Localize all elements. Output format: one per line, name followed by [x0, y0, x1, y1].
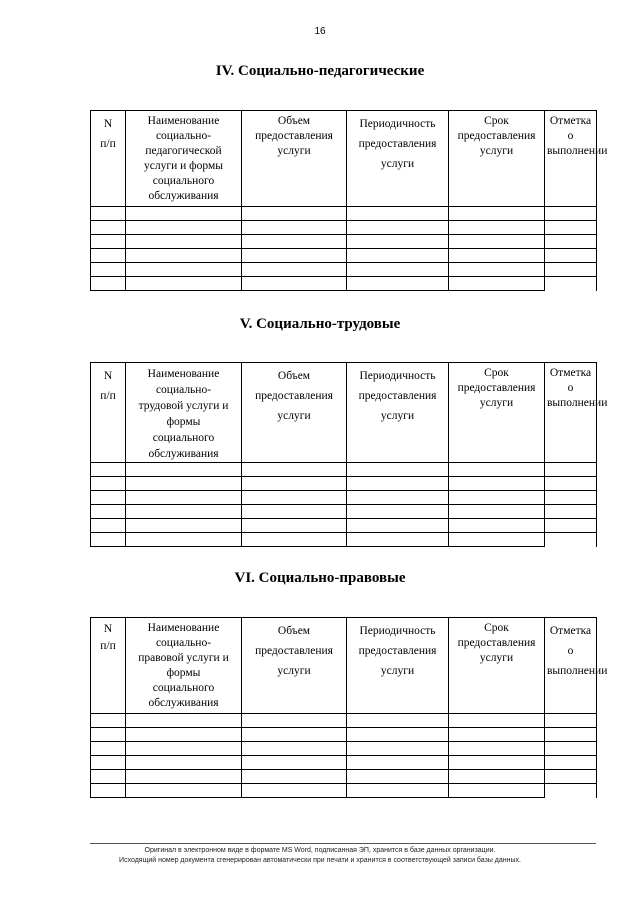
cell[interactable]: [242, 235, 347, 249]
cell[interactable]: [449, 756, 545, 770]
cell[interactable]: [242, 756, 347, 770]
header-num: N п/п: [91, 111, 126, 207]
cell[interactable]: [449, 263, 545, 277]
table-row: [91, 477, 597, 491]
cell[interactable]: [347, 263, 449, 277]
header-mark: Отметка о выполнении: [545, 363, 597, 463]
table-row: [91, 249, 597, 263]
cell[interactable]: [449, 533, 545, 547]
cell[interactable]: [126, 207, 242, 221]
table-row: [91, 728, 597, 742]
cell[interactable]: [545, 207, 597, 221]
cell[interactable]: [242, 207, 347, 221]
cell[interactable]: [347, 756, 449, 770]
cell[interactable]: [91, 263, 126, 277]
cell[interactable]: [126, 714, 242, 728]
header-num: N п/п: [91, 363, 126, 463]
cell[interactable]: [91, 463, 126, 477]
cell[interactable]: [545, 756, 597, 770]
services-table-v: [90, 362, 608, 547]
table-row: [91, 505, 597, 519]
cell[interactable]: [545, 519, 597, 533]
cell[interactable]: [126, 770, 242, 784]
cell[interactable]: [91, 277, 126, 291]
table-row: [91, 207, 597, 221]
table-row: [91, 491, 597, 505]
cell[interactable]: [347, 235, 449, 249]
cell[interactable]: [126, 505, 242, 519]
cell[interactable]: [91, 714, 126, 728]
cell[interactable]: [126, 221, 242, 235]
cell[interactable]: [545, 249, 597, 263]
cell[interactable]: [347, 505, 449, 519]
cell[interactable]: [347, 249, 449, 263]
table-row: [91, 519, 597, 533]
cell[interactable]: [449, 784, 545, 798]
cell[interactable]: [242, 714, 347, 728]
services-table-iv: [90, 110, 608, 291]
header-name: Наименование социально- правовой услуги и формы социального обслуживания: [126, 618, 242, 714]
services-table-vi: [90, 617, 608, 798]
cell[interactable]: [126, 263, 242, 277]
cell[interactable]: [545, 770, 597, 784]
table-row: [91, 714, 597, 728]
cell[interactable]: [126, 477, 242, 491]
cell[interactable]: [449, 207, 545, 221]
table-row: [91, 742, 597, 756]
cell[interactable]: [347, 207, 449, 221]
table-header-row: [91, 111, 597, 207]
cell[interactable]: [545, 277, 597, 291]
cell[interactable]: [545, 263, 597, 277]
table-header-row: [91, 363, 597, 463]
cell[interactable]: [449, 235, 545, 249]
cell[interactable]: [449, 463, 545, 477]
cell[interactable]: [449, 505, 545, 519]
cell[interactable]: [449, 277, 545, 291]
cell[interactable]: [91, 505, 126, 519]
cell[interactable]: [545, 235, 597, 249]
cell[interactable]: [545, 784, 597, 798]
section-title-iv: IV. Социально-педагогические: [215, 63, 425, 79]
table-row: [91, 277, 597, 291]
cell[interactable]: [347, 742, 449, 756]
cell[interactable]: [545, 742, 597, 756]
table-row: [91, 263, 597, 277]
cell[interactable]: [126, 491, 242, 505]
cell[interactable]: [545, 221, 597, 235]
cell[interactable]: [545, 728, 597, 742]
cell[interactable]: [242, 491, 347, 505]
header-volume: Объем предоставления услуги: [242, 618, 347, 714]
cell[interactable]: [449, 770, 545, 784]
cell[interactable]: [347, 477, 449, 491]
cell[interactable]: [242, 277, 347, 291]
cell[interactable]: [449, 491, 545, 505]
cell[interactable]: [126, 742, 242, 756]
header-mark: Отметка о выполнении: [545, 618, 597, 714]
cell[interactable]: [242, 477, 347, 491]
cell[interactable]: [91, 207, 126, 221]
cell[interactable]: [545, 491, 597, 505]
cell[interactable]: [242, 742, 347, 756]
table-row: [91, 770, 597, 784]
cell[interactable]: [91, 742, 126, 756]
header-num: N п/п: [91, 618, 126, 714]
cell[interactable]: [347, 519, 449, 533]
cell[interactable]: [242, 221, 347, 235]
cell[interactable]: [242, 463, 347, 477]
cell[interactable]: [126, 756, 242, 770]
header-volume: Объем предоставления услуги: [242, 111, 347, 207]
cell[interactable]: [126, 533, 242, 547]
cell[interactable]: [242, 519, 347, 533]
header-volume: Объем предоставления услуги: [242, 363, 347, 463]
footer-line-2: Исходящий номер документа сгенерирован автоматически при печати и хранится в соответствующей записи базы данных.: [119, 857, 521, 864]
cell[interactable]: [91, 728, 126, 742]
table-row: [91, 235, 597, 249]
cell[interactable]: [242, 728, 347, 742]
cell[interactable]: [91, 249, 126, 263]
cell[interactable]: [545, 477, 597, 491]
cell[interactable]: [242, 505, 347, 519]
header-term: Срок предоставления услуги: [449, 363, 545, 463]
cell[interactable]: [347, 770, 449, 784]
cell[interactable]: [449, 742, 545, 756]
cell[interactable]: [242, 770, 347, 784]
cell[interactable]: [126, 519, 242, 533]
cell[interactable]: [126, 463, 242, 477]
section-title-vi: VI. Социально-правовые: [234, 570, 406, 586]
cell[interactable]: [347, 714, 449, 728]
table-row: [91, 533, 597, 547]
cell[interactable]: [91, 533, 126, 547]
table-header-row: [91, 618, 597, 714]
cell[interactable]: [91, 519, 126, 533]
section-title-v: V. Социально-трудовые: [239, 316, 401, 332]
cell[interactable]: [545, 463, 597, 477]
cell[interactable]: [91, 477, 126, 491]
cell[interactable]: [91, 235, 126, 249]
cell[interactable]: [545, 533, 597, 547]
cell[interactable]: [545, 505, 597, 519]
cell[interactable]: [91, 221, 126, 235]
cell[interactable]: [347, 784, 449, 798]
header-name: Наименование социально- педагогической услуги и формы социального обслуживания: [126, 111, 242, 207]
cell[interactable]: [347, 277, 449, 291]
cell[interactable]: [347, 491, 449, 505]
header-term: Срок предоставления услуги: [449, 111, 545, 207]
cell[interactable]: [126, 784, 242, 798]
header-frequency: Периодичность предоставления услуги: [347, 363, 449, 463]
cell[interactable]: [242, 249, 347, 263]
cell[interactable]: [347, 533, 449, 547]
cell[interactable]: [347, 221, 449, 235]
cell[interactable]: [449, 249, 545, 263]
header-name: Наименование социально- трудовой услуги и формы социального обслуживания: [126, 363, 242, 463]
cell[interactable]: [91, 770, 126, 784]
cell[interactable]: [126, 235, 242, 249]
footer-line-1: Оригинал в электронном виде в формате MS Word, подписанная ЭП, хранится в базе данных организации.: [144, 847, 496, 854]
cell[interactable]: [347, 463, 449, 477]
cell[interactable]: [91, 784, 126, 798]
cell[interactable]: [449, 477, 545, 491]
cell[interactable]: [242, 263, 347, 277]
cell[interactable]: [126, 728, 242, 742]
table-row: [91, 463, 597, 477]
header-frequency: Периодичность предоставления услуги: [347, 618, 449, 714]
cell[interactable]: [91, 756, 126, 770]
table-row: [91, 756, 597, 770]
table-row: [91, 221, 597, 235]
cell[interactable]: [347, 728, 449, 742]
cell[interactable]: [449, 714, 545, 728]
footer-divider: [90, 843, 596, 844]
header-frequency: Периодичность предоставления услуги: [347, 111, 449, 207]
cell[interactable]: [91, 491, 126, 505]
cell[interactable]: [126, 249, 242, 263]
table-row: [91, 784, 597, 798]
cell[interactable]: [545, 714, 597, 728]
cell[interactable]: [449, 221, 545, 235]
page-number: 16: [314, 26, 326, 37]
cell[interactable]: [126, 277, 242, 291]
header-mark: Отметка о выполнении: [545, 111, 597, 207]
header-term: Срок предоставления услуги: [449, 618, 545, 714]
cell[interactable]: [242, 784, 347, 798]
cell[interactable]: [449, 728, 545, 742]
cell[interactable]: [449, 519, 545, 533]
cell[interactable]: [242, 533, 347, 547]
